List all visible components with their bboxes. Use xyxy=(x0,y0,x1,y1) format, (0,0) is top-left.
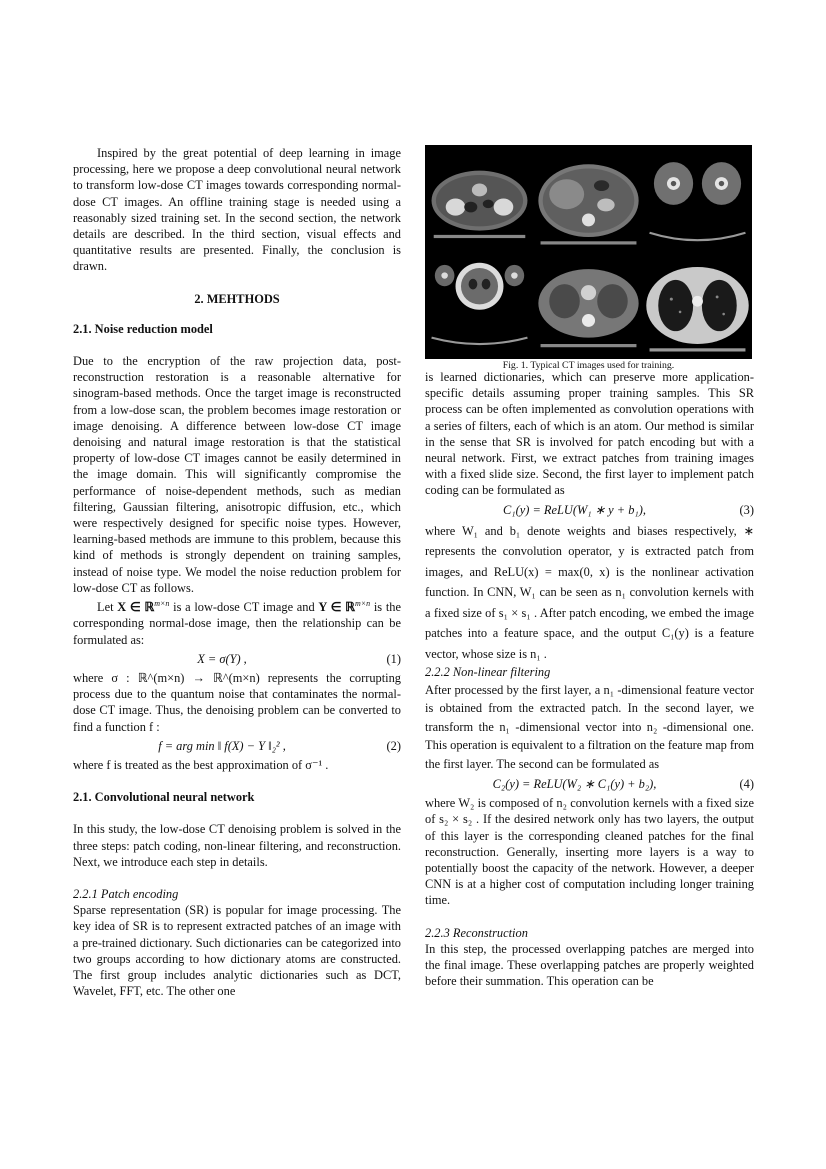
ct-image-chest-mediastinum xyxy=(534,252,643,359)
sup-mn-2: m×n xyxy=(354,599,371,609)
noise-model-paragraph: Due to the encryption of the raw projection data, post-reconstruction restoration is a reasonable alternative for sinogram-based methods. Once the target image is reconstructed from a low-dose scan, the problem becomes image restoration or image denoising. A difference between low-dose CT image denoising and natural image restoration is that the statistical property of low-dose CT images cannot be easily determined in the image domain. This will significantly compromise the performance of noise-dependent methods, such as median filtering, Gaussian filtering, anisotropic diffusion, etc., which were respectively designed for specific noise types. However, learning-based methods are immune to this problem, because this kind of methods is strongly dependent on training samples, instead of noise type. We model the noise reduction problem for low-dose CT as follows. xyxy=(73,354,401,595)
right-column xyxy=(425,145,754,989)
patch-encoding-paragraph: Sparse representation (SR) is popular for image processing. The key idea of SR is to represent extracted patches of an image with a pre-trained dictionary. Such dictionaries can be categorized into two groups according to how dictionary atoms are constructed. The first group includes analytic dictionaries such as DCT, Wavelet, FFT, etc. The other one xyxy=(73,903,401,999)
let-paragraph: Let X ∈ ℝ$^{m\times n}$ is a low-dose CT image and Y ∈ ℝ$^{m\times n}$ is the corresponding normal-dose image, then the relationship can be formulated as: xyxy=(73,599,401,647)
weights-paragraph: where W₁ and b₁ denote weights and biases respectively, ∗ represents the convolution operator, y is extracted patch from images, and ReLU(x) = max(0, x) is the nonlinear activation function. In CNN, W₁ can be seen as n₁ convolution kernels with a fixed size of s₁ × s₁ . After patch encoding, we embed the image patches into a feature space, and the output C₁(y) is a feature vector, whose size is n₁ . xyxy=(425,523,754,661)
subsection-title-noise-model: 2.1. Noise reduction model xyxy=(73,321,213,336)
subsubsection-title-nonlinear: 2.2.2 Non-linear filtering xyxy=(425,665,551,680)
section-title: 2. MEHTHODS xyxy=(194,291,280,306)
ct-image-thighs xyxy=(643,145,752,252)
nonlinear-paragraph: After processed by the first layer, a n₁ -dimensional feature vector is obtained from the extracted patch. In the second layer, we transform the n₁ -dimensional vector into n₂ -dimensional one. This operation is equivalent to a filtration on the feature map from the first layer. The second can be formulated as xyxy=(425,682,754,771)
learned-dictionaries-paragraph: is learned dictionaries, which can preserve more application-specific details assuming proper training samples. This SR process can be often implemented as convolution operations with a series of filters, each of which is an atom. Our method is similar in the sense that SR is involved for patch encoding but with a neural network. First, we extract patches from training images with a fixed slide size. Second, the first layer to implement patch coding can be formulated as xyxy=(425,370,754,498)
subsubsection-title-reconstruction: 2.2.3 Reconstruction xyxy=(425,925,528,940)
equation-2: f = arg min ‖ f(X) − Y ‖₂² , (2) xyxy=(158,738,401,753)
approximation-paragraph: where f is treated as the best approximation of σ⁻¹ . xyxy=(73,758,329,773)
ct-image-lungs xyxy=(643,252,752,359)
ct-image-head xyxy=(425,252,534,359)
ct-image-abdomen xyxy=(534,145,643,252)
cnn-paragraph: In this study, the low-dose CT denoising problem is solved in the three steps: patch coding, non-linear filtering, and reconstruction. Next, we introduce each step in details. xyxy=(73,822,401,869)
figure-ct-images xyxy=(425,145,752,371)
intro-paragraph: Inspired by the great potential of deep learning in image processing, here we propose a deep convolutional neural network to transform low-dose CT images towards corresponding normal-dose CT images. An offline training stage is needed using a reasonably sized training set. In the second section, the network details are described. In the third section, visual effects and quantitative results are presented. Finally, the conclusion is drawn. xyxy=(73,146,401,274)
composition-paragraph: where W₂ is composed of n₂ convolution kernels with a fixed size of s₂ × s₂ . If the desired network only has two layers, the output of this layer is the corresponding cleaned patches for the final reconstruction. Generally, inserting more layers is a way to potentially boost the capacity of the network. However, a deeper CNN is at a higher cost of computation including longer training time. xyxy=(425,796,754,908)
subsection-title-cnn: 2.1. Convolutional neural network xyxy=(73,790,255,805)
left-column xyxy=(73,145,401,999)
ct-image-grid xyxy=(425,145,752,359)
corrupting-paragraph: where σ : ℝ^(m×n) → ℝ^(m×n) represents the corrupting process due to the quantum noise that contaminates the normal-dose CT image. Thus, the denoising problem can be converted to find a function f : xyxy=(73,671,401,734)
ct-image-pelvis xyxy=(425,145,534,252)
subsubsection-title-patch-encoding: 2.2.1 Patch encoding xyxy=(73,887,179,902)
equation-1: X = σ(Y) , (1) xyxy=(197,651,401,666)
equation-4: C₂(y) = ReLU(W₂ ∗ C₁(y) + b₂), (4) xyxy=(492,777,754,792)
reconstruction-paragraph: In this step, the processed overlapping patches are merged into the final image. These overlapping patches are properly weighted before their summation. This operation can be xyxy=(425,941,754,989)
equation-3: C₁(y) = ReLU(W₁ ∗ y + b₁), (3) xyxy=(503,502,754,517)
figure-caption: Fig. 1. Typical CT images used for training. xyxy=(502,360,675,371)
